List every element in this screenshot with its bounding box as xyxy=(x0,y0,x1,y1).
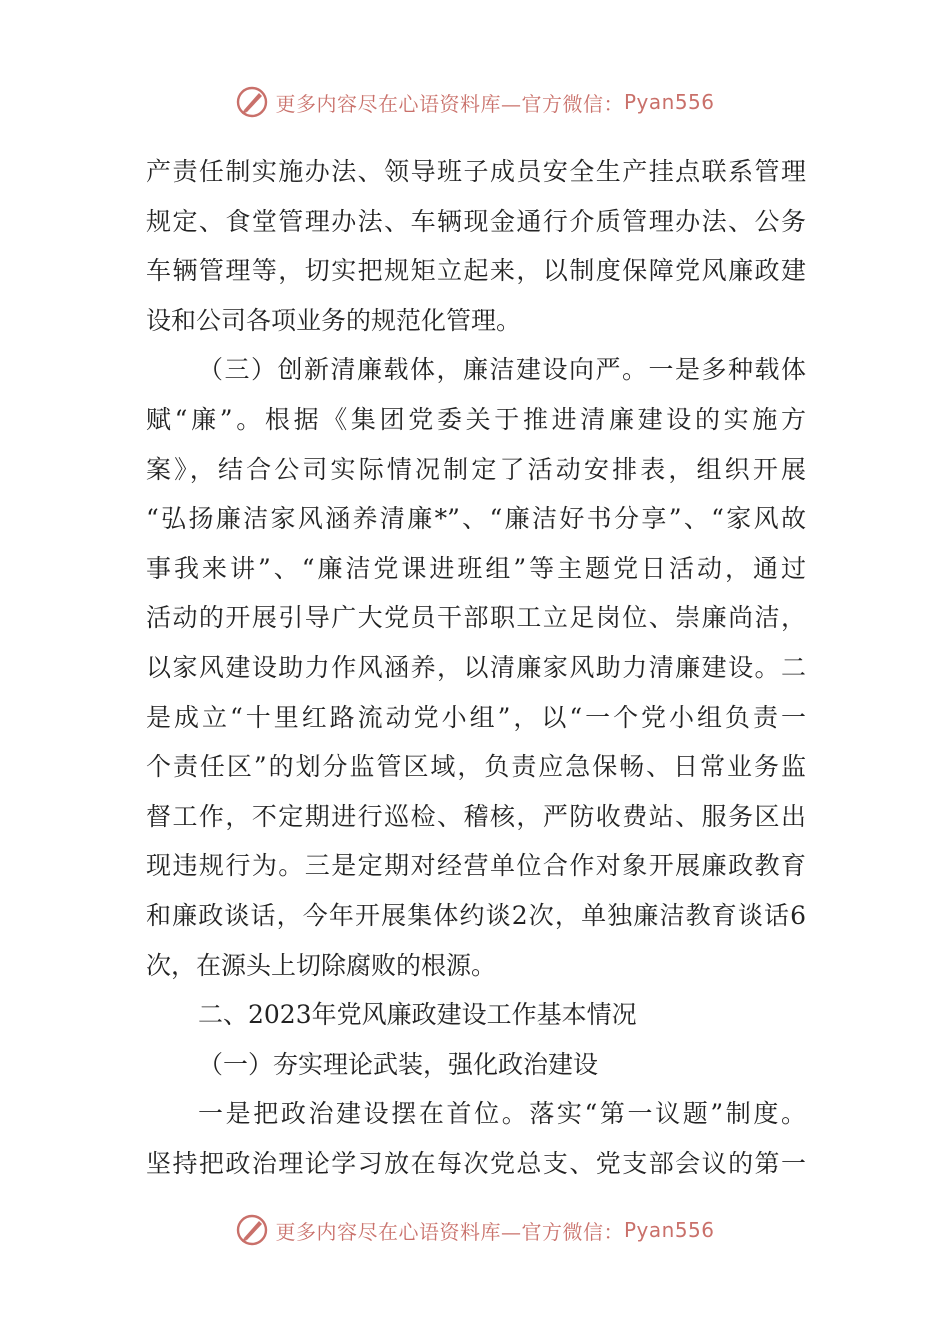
header-watermark xyxy=(0,82,950,122)
paragraph-line: 车辆管理等，切实把规矩立起来，以制度保障党风廉政建 xyxy=(146,256,806,286)
paragraph-line: “弘扬廉洁家风涵养清廉*”、“廉洁好书分享”、“家风故 xyxy=(146,504,806,534)
paragraph-line: 案》，结合公司实际情况制定了活动安排表，组织开展 xyxy=(146,454,806,484)
paragraph-line: 以家风建设助力作风涵养，以清廉家风助力清廉建设。二 xyxy=(146,652,806,682)
footer-wechat-id: Pyan556 xyxy=(623,1218,715,1242)
paragraph-line: 督工作，不定期进行巡检、稽核，严防收费站、服务区出 xyxy=(146,801,806,831)
paragraph-line: 现违规行为。三是定期对经营单位合作对象开展廉政教育 xyxy=(146,851,806,881)
paragraph-line: 一是把政治建设摆在首位。落实“第一议题”制度。 xyxy=(198,1099,806,1129)
pen-logo-icon xyxy=(235,85,269,119)
header-banner-text: 更多内容尽在心语资料库—官方微信： xyxy=(275,91,624,116)
paragraph-line: 产责任制实施办法、领导班子成员安全生产挂点联系管理 xyxy=(146,157,806,186)
paragraph-line: 次，在源头上切除腐败的根源。 xyxy=(146,950,497,980)
subsection-heading: （一）夯实理论武装，强化政治建设 xyxy=(198,1049,599,1079)
paragraph-line: 是成立“十里红路流动党小组”，以“一个党小组负责一 xyxy=(146,702,806,732)
paragraph-line: 坚持把政治理论学习放在每次党总支、党支部会议的第一 xyxy=(146,1148,806,1178)
chapter-heading: 二、2023年党风廉政建设工作基本情况 xyxy=(198,1000,637,1030)
section-heading-line: （三）创新清廉载体，廉洁建设向严。一是多种载体 xyxy=(198,355,806,385)
pen-logo-icon xyxy=(235,1213,269,1247)
paragraph-line: 和廉政谈话，今年开展集体约谈2次，单独廉洁教育谈话6 xyxy=(146,900,806,930)
footer-watermark xyxy=(0,1210,950,1250)
document-body xyxy=(146,147,806,1188)
paragraph-line: 活动的开展引导广大党员干部职工立足岗位、崇廉尚洁， xyxy=(146,603,806,633)
footer-banner-text: 更多内容尽在心语资料库—官方微信： xyxy=(275,1219,624,1244)
paragraph-line: 规定、食堂管理办法、车辆现金通行介质管理办法、公务 xyxy=(146,206,806,236)
header-wechat-id: Pyan556 xyxy=(623,90,715,114)
paragraph-line: 事我来讲”、“廉洁党课进班组”等主题党日活动，通过 xyxy=(146,553,806,583)
paragraph-line: 赋“廉”。根据《集团党委关于推进清廉建设的实施方 xyxy=(146,404,806,434)
paragraph-line: 个责任区”的划分监管区域，负责应急保畅、日常业务监 xyxy=(146,752,806,782)
paragraph-line: 设和公司各项业务的规范化管理。 xyxy=(146,305,522,335)
